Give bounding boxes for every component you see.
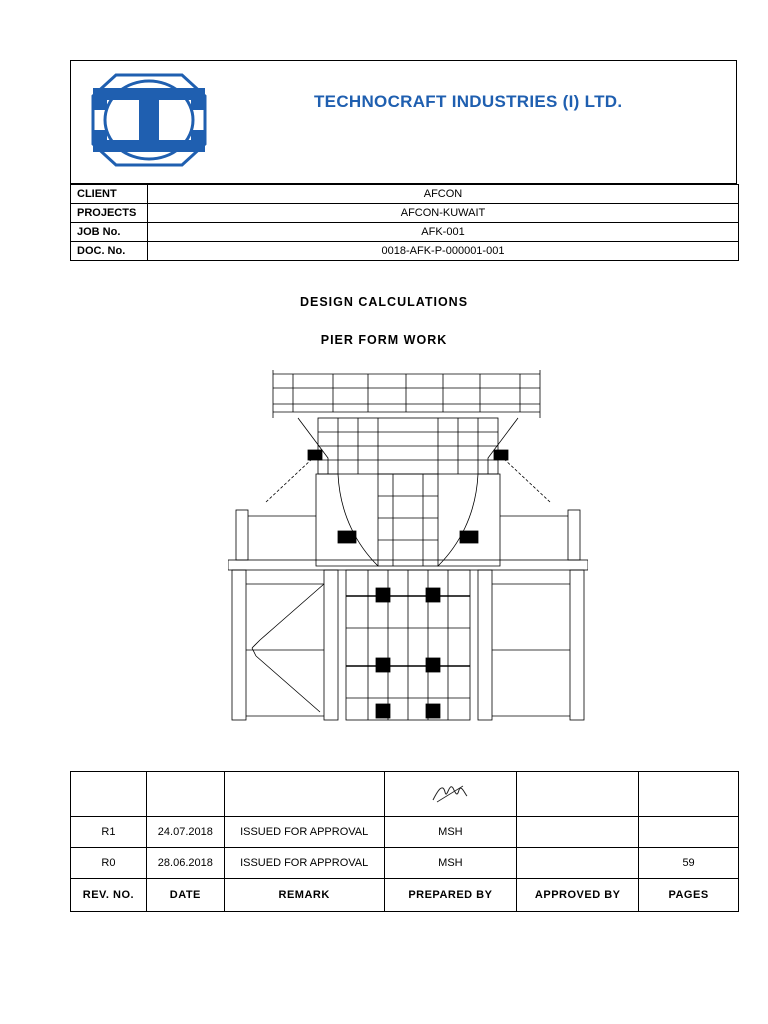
- cell: [384, 772, 517, 817]
- header-pages: PAGES: [639, 879, 739, 912]
- info-value: 0018-AFK-P-000001-001: [148, 242, 739, 261]
- cell: [146, 772, 224, 817]
- cell: [224, 772, 384, 817]
- signature-row: [71, 772, 739, 817]
- rev-date: 28.06.2018: [146, 848, 224, 879]
- info-value: AFCON-KUWAIT: [148, 204, 739, 223]
- rev-pages: [639, 817, 739, 848]
- header-approved-by: APPROVED BY: [517, 879, 639, 912]
- cell: [639, 772, 739, 817]
- rev-remark: ISSUED FOR APPROVAL: [224, 817, 384, 848]
- info-label: JOB No.: [71, 223, 148, 242]
- company-name: TECHNOCRAFT INDUSTRIES (I) LTD.: [314, 92, 623, 111]
- revision-header-row: [71, 879, 739, 912]
- rev-date: 24.07.2018: [146, 817, 224, 848]
- rev-remark: ISSUED FOR APPROVAL: [224, 848, 384, 879]
- rev-approved: [517, 848, 639, 879]
- document-title: DESIGN CALCULATIONS: [299, 295, 469, 309]
- rev-approved: [517, 817, 639, 848]
- header-rev-no: REV. NO.: [71, 879, 147, 912]
- company-logo: [90, 72, 208, 168]
- rev-prepared: MSH: [384, 848, 517, 879]
- project-info-table: [70, 184, 739, 261]
- info-value: AFCON: [148, 185, 739, 204]
- cell: [71, 772, 147, 817]
- header-remark: REMARK: [224, 879, 384, 912]
- rev-no: R0: [71, 848, 147, 879]
- info-label: DOC. No.: [71, 242, 148, 261]
- rev-prepared: MSH: [384, 817, 517, 848]
- rev-no: R1: [71, 817, 147, 848]
- signature-image: [429, 778, 471, 808]
- info-row-projects: [71, 204, 739, 223]
- info-value: AFK-001: [148, 223, 739, 242]
- document-subtitle: PIER FORM WORK: [320, 333, 448, 347]
- pier-formwork-drawing: [228, 366, 588, 726]
- revision-row-r1: [71, 817, 739, 848]
- info-row-job: [71, 223, 739, 242]
- info-row-client: [71, 185, 739, 204]
- header-prepared-by: PREPARED BY: [384, 879, 517, 912]
- revision-table: [70, 771, 739, 912]
- info-label: PROJECTS: [71, 204, 148, 223]
- revision-row-r0: [71, 848, 739, 879]
- rev-pages: 59: [639, 848, 739, 879]
- cell: [517, 772, 639, 817]
- info-label: CLIENT: [71, 185, 148, 204]
- header-date: DATE: [146, 879, 224, 912]
- info-row-doc: [71, 242, 739, 261]
